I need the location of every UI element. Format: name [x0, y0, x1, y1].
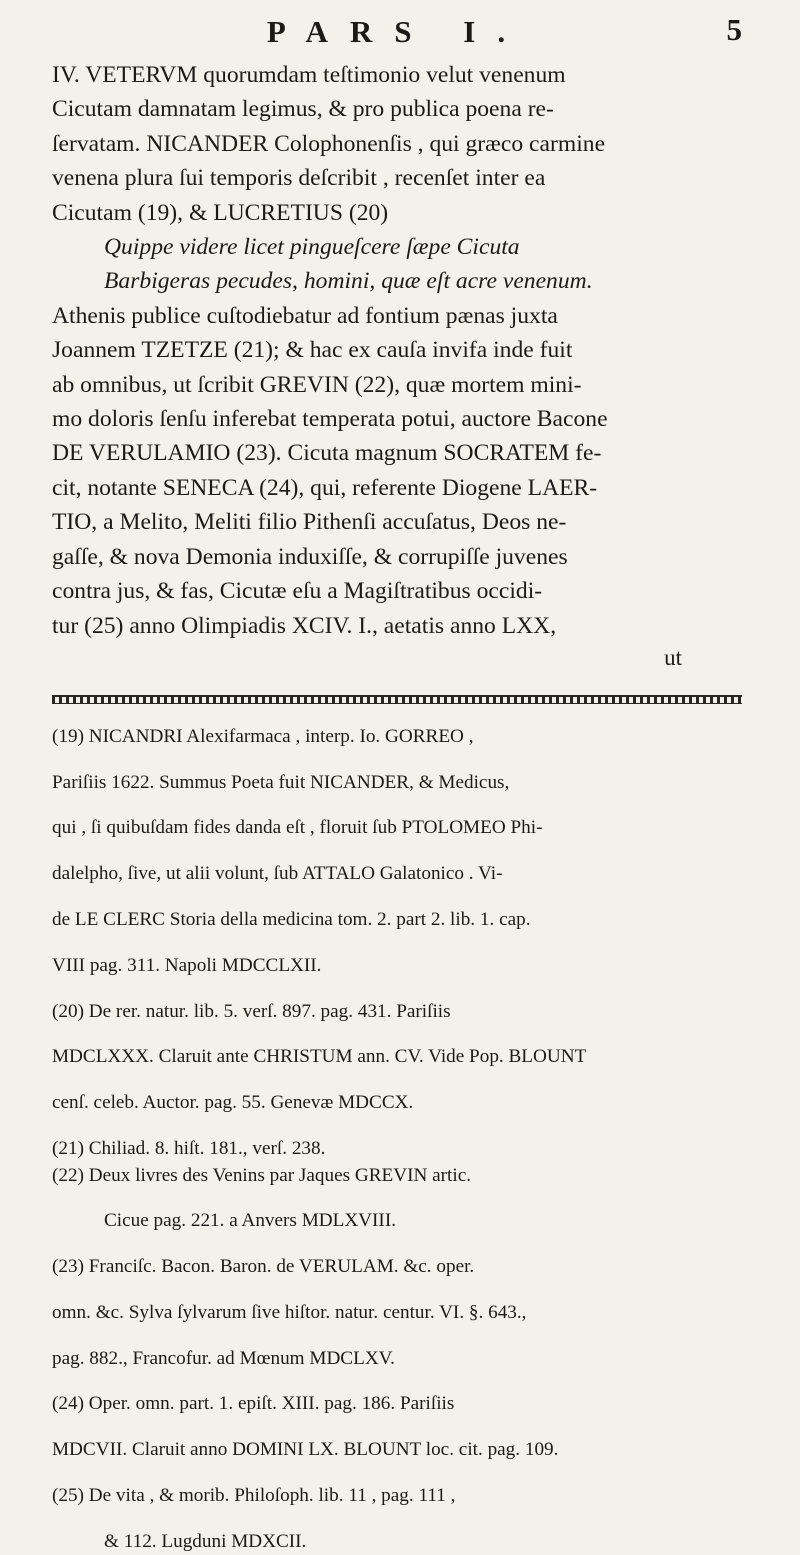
footnote-line: MDCVII. Claruit anno DOMINI LX. BLOUNT loc. cit. pag. 109. [52, 1439, 559, 1461]
footnote-line: (23) Franciſc. Bacon. Baron. de VERULAM. &c. oper. [52, 1256, 475, 1278]
footnote-line: VIII pag. 311. Napoli MDCCLXII. [52, 954, 322, 976]
running-head [52, 0, 742, 58]
running-title: PARS I. [266, 14, 528, 49]
text-line: DE VERULAMIO (23). Cicuta magnum SOCRATEM fe- [52, 440, 602, 467]
text-line: Joannem TZETZE (21); & hac ex cauſa invifa inde fuit [52, 337, 573, 364]
text-line: contra jus, & fas, Cicutæ eſu a Magiſtratibus occidi- [52, 578, 543, 605]
footnote-divider [52, 695, 742, 704]
text-line: ab omnibus, ut ſcribit GREVIN (22), quæ mortem mini- [52, 371, 582, 398]
text-line: gaſſe, & nova Demonia induxiſſe, & corrupiſſe juvenes [52, 543, 568, 570]
footnote-line: (20) De rer. natur. lib. 5. verſ. 897. pag. 431. Pariſiis [52, 1000, 451, 1022]
text-line: ſervatam. NICANDER Colophonenſis , qui græco carmine [52, 130, 606, 157]
footnote-line: (24) Oper. omn. part. 1. epiſt. XIII. pag. 186. Pariſiis [52, 1393, 455, 1415]
footnote-line: (22) Deux livres des Venins par Jaques GREVIN artic. [52, 1164, 472, 1186]
footnote-line: qui , ſi quibuſdam fides danda eſt , floruit ſub PTOLOMEO Phi- [52, 817, 543, 839]
text-line: Cicutam (19), & LUCRETIUS (20) [52, 199, 389, 226]
footnote-line: cenſ. celeb. Auctor. pag. 55. Genevæ MDCCX. [52, 1092, 414, 1114]
text-line: venena plura ſui temporis deſcribit , recenſet inter ea [52, 165, 546, 192]
footnote-line: Cicue pag. 221. a Anvers MDLXVIII. [104, 1210, 397, 1232]
footnote-line: omn. &c. Sylva ſylvarum ſive hiſtor. natur. centur. VI. §. 643., [52, 1301, 527, 1323]
footnote-line: (25) De vita , & morib. Philoſoph. lib. 11 , pag. 111 , [52, 1485, 456, 1506]
footnote-line: MDCLXXX. Claruit ante CHRISTUM ann. CV. Vide Pop. BLOUNT [52, 1046, 587, 1068]
footnote-line: (21) Chiliad. 8. hiſt. 181., verſ. 238. [52, 1137, 326, 1159]
footnote-line: dalelpho, ſive, ut alii volunt, ſub ATTALO Galatonico . Vi- [52, 863, 503, 885]
footnote-line: de LE CLERC Storia della medicina tom. 2. part 2. lib. 1. cap. [52, 909, 531, 931]
text-line: mo doloris ſenſu inferebat temperata potui, auctore Bacone [52, 406, 608, 433]
footnote-line: & 112. Lugduni MDXCII. [104, 1530, 307, 1552]
text-line: TIO, a Melito, Meliti filio Pithenſi accuſatus, Deos ne- [52, 509, 567, 536]
text-line: tur (25) anno Olimpiadis XCIV. I., aetatis anno LXX, [52, 612, 557, 639]
catchword: ut [664, 644, 682, 670]
footnote-line: (19) NICANDRI Alexifarmaca , interp. Io. GORREO , [52, 725, 474, 747]
main-text [52, 58, 742, 673]
verse-line: Barbigeras pecudes, homini, quæ eſt acre venenum. [104, 268, 593, 295]
verse-line: Quippe videre licet pingueſcere ſæpe Cicuta [104, 234, 520, 261]
text-line: IV. VETERVM quorumdam teſtimonio velut venenum [52, 62, 566, 88]
footnote-line: Pariſiis 1622. Summus Poeta fuit NICANDER, & Medicus, [52, 771, 510, 793]
footnotes [52, 724, 742, 1555]
text-line: cit, notante SENECA (24), qui, referente Diogene LAER- [52, 474, 598, 501]
footnote-line: pag. 882., Francofur. ad Mœnum MDCLXV. [52, 1347, 395, 1369]
text-line: Cicutam damnatam legimus, & pro publica poena re- [52, 96, 554, 123]
text-line: Athenis publice cuſtodiebatur ad fontium pænas juxta [52, 302, 558, 329]
page-number: 5 [726, 12, 742, 47]
